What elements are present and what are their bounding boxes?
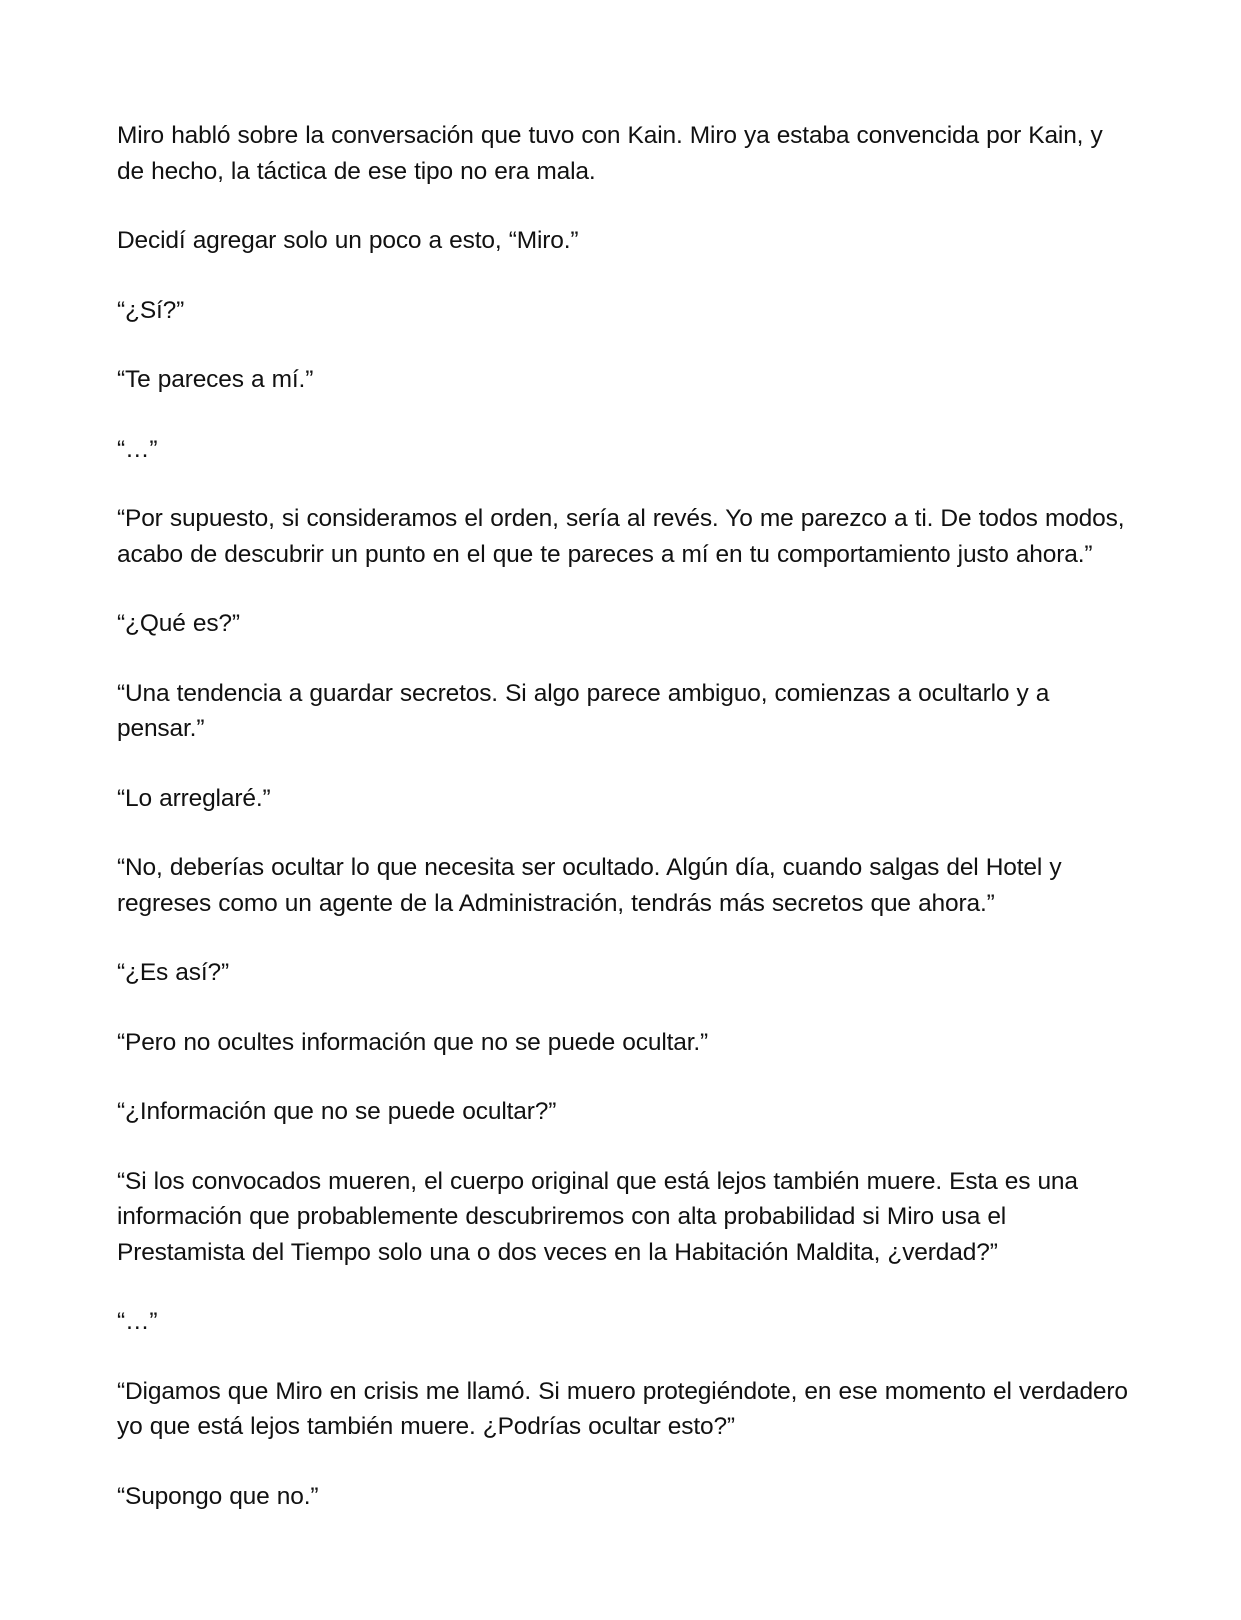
paragraph: “Digamos que Miro en crisis me llamó. Si muero protegiéndote, en ese momento el verdadero yo que está lejos también muere. ¿Podrías ocultar esto?”	[117, 1377, 1128, 1440]
paragraph: “¿Información que no se puede ocultar?”	[117, 1098, 557, 1125]
paragraph: “¿Sí?”	[117, 296, 185, 324]
paragraph: Decidí agregar solo un poco a esto, “Miro.”	[117, 227, 579, 254]
document-body	[117, 118, 1129, 1514]
paragraph: “Te pareces a mí.”	[117, 366, 314, 393]
paragraph: “¿Es así?”	[117, 959, 229, 986]
paragraph: “…”	[117, 1308, 158, 1335]
paragraph: “Una tendencia a guardar secretos. Si algo parece ambiguo, comienzas a ocultarlo y a pensar.”	[117, 679, 1050, 742]
paragraph: “Supongo que no.”	[117, 1482, 319, 1510]
paragraph: “Por supuesto, si consideramos el orden, sería al revés. Yo me parezco a ti. De todos modos, acabo de descubrir un punto en el que te pareces a mí en tu comportamiento justo ahora.”	[117, 505, 1125, 568]
paragraph: “Lo arreglaré.”	[117, 784, 271, 812]
paragraph: Miro habló sobre la conversación que tuvo con Kain. Miro ya estaba convencida por Kain, y de hecho, la táctica de ese tipo no era mala.	[117, 122, 1103, 185]
paragraph: “Si los convocados mueren, el cuerpo original que está lejos también muere. Esta es una información que probablemente descubriremos con alta probabilidad si Miro usa el Prestamista del Tiempo solo una o dos veces en la Habitación Maldita, ¿verdad?”	[117, 1167, 1078, 1266]
paragraph: “…”	[117, 435, 158, 463]
paragraph: “Pero no ocultes información que no se puede ocultar.”	[117, 1028, 709, 1056]
paragraph: “¿Qué es?”	[117, 610, 240, 637]
paragraph: “No, deberías ocultar lo que necesita ser ocultado. Algún día, cuando salgas del Hotel y regreses como un agente de la Administración, tendrás más secretos que ahora.”	[117, 854, 1062, 917]
